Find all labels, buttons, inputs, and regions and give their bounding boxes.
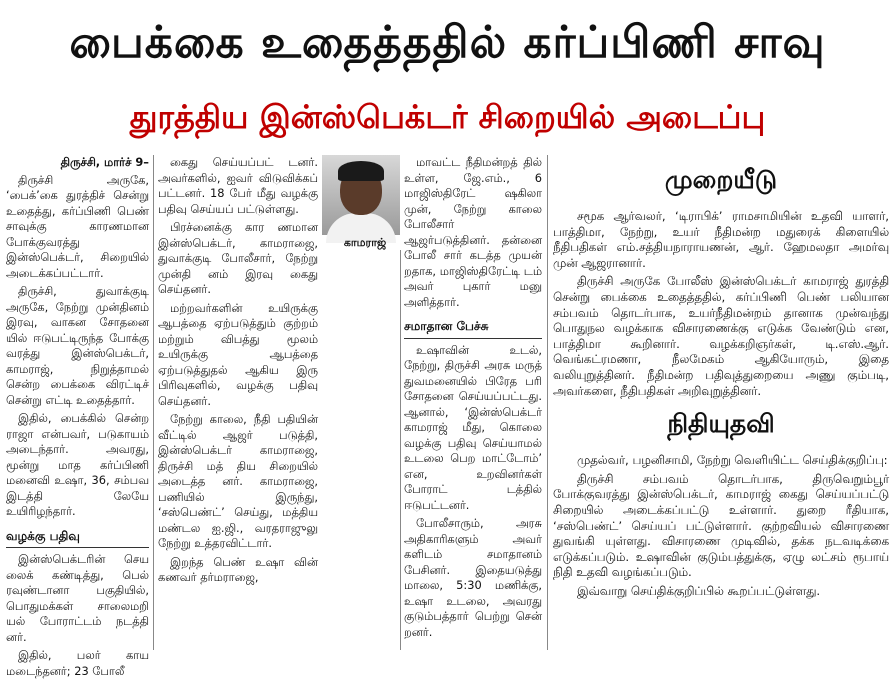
paragraph: இதில், பலர் காய மடைந்தனர்; 23 போலீ xyxy=(6,648,149,678)
paragraph: திருச்சி அருகே, ‘பைக்’கை துரத்திச் சென்று உதைத்து, கர்ப்பிணி பெண் சாவுக்கு காரணமான போக்குவரத்து இன்ஸ்பெக்டர், சிறையில் அடைக்கப்பட்டார். xyxy=(6,172,149,280)
paragraph: போலீசாரும், அரசு அதிகாரிகளும் அவர் களிடம் சமாதானம் பேசினர். இதையடுத்து மாலை, 5:30 மணிக்கு, உஷா உடலை, அவரது குடும்பத்தார் பெற்று சென் றனர். xyxy=(404,516,542,639)
paragraph: இன்ஸ்பெக்டரின் செய லைக் கண்டித்து, பெல் ரவுண்டானா பகுதியில், பொதுமக்கள் சாலைமறி யல் போராட்டம் நடத்தி னர். xyxy=(6,552,149,644)
article-column-3 xyxy=(404,155,542,654)
paragraph: இறந்த பெண் உஷா வின் கணவர் தர்மராஜை, xyxy=(158,554,318,584)
article-column-1 xyxy=(6,155,149,678)
sidebar-column xyxy=(553,155,889,654)
article-column-2 xyxy=(158,155,318,654)
subheadline: துரத்திய இன்ஸ்பெக்டர் சிறையில் அடைப்பு xyxy=(129,98,766,136)
paragraph: மற்றவர்களின் உயிருக்கு ஆபத்தை ஏற்படுத்தும் குற்றம் மற்றும் விபத்து மூலம் உயிருக்கு ஆபத்தை ஏற்படுத்துதல் ஆகிய இரு பிரிவுகளில், வழக்கு பதிவு செய்தனர். xyxy=(158,300,318,408)
paragraph: இதில், பைக்கில் சென்ற ராஜா என்பவர், படுகாயம் அடைந்தார். அவரது, மூன்று மாத கர்ப்பிணி மனைவி உஷா, 36, சம்பவ இடத்தி லேயே உயிரிழந்தார். xyxy=(6,411,149,518)
paragraph: கைது செய்யப்பட் டனர். அவர்களில், ஐவர் விடுவிக்கப் பட்டனர். 18 பேர் மீது வழக்கு பதிவு செய்யப் பட்டுள்ளது. xyxy=(158,155,318,216)
paragraph: சமூக ஆர்வலர், ‘டிராபிக்’ ராமசாமியின் உதவி யாளர், பாத்திமா, நேற்று, உயர் நீதிமன்ற மதுரைக் கிளையில் நீதிபதிகள் எம்.சத்தியநாராயணன், ஆர். ஹேமலதா அமர்வு முன் ஆஜரானார். xyxy=(553,209,889,270)
paragraph: திருச்சி சம்பவம் தொடர்பாக, திருவெறும்பூர் போக்குவரத்து இன்ஸ்பெக்டர், காமராஜ் கைது செய்யப்பட்டு சிறையில் அடைக்கப்பட்டு உள்ளார். துறை ரீதியாக, ‘சஸ்பெண்ட்’ செய்யப் பட்டுள்ளார். குற்றவியல் விசாரணை துவங்கி யுள்ளது. விசாரணை முடிவில், தக்க நடவடிக்கை எடுக்கப்படும். உஷாவின் குடும்பத்துக்கு, ஏழு லட்சம் ரூபாய் நிதி உதவி வழங்கப்படும். xyxy=(553,471,889,580)
column-divider xyxy=(400,250,401,650)
paragraph: திருச்சி, துவாக்குடி அருகே, நேற்று முன்தினம் இரவு, வாகன சோதனை யில் ஈடுபட்டிருந்த போக்கு வரத்து இன்ஸ்பெக்டர், காமராஜ், நிறுத்தாமல் சென்ற பைக்கை விரட்டிச் சென்று எட்டி உதைத்தார். xyxy=(6,284,149,407)
appeal-heading: முறையீடு xyxy=(664,165,778,194)
inspector-photo xyxy=(322,155,400,235)
paragraph: திருச்சி அருகே போலீஸ் இன்ஸ்பெக்டர் காமராஜ் துரத்தி சென்று பைக்கை உதைத்ததில், கர்ப்பிணி பெண் பலியான சம்பவம் தொடர்பாக, உயர்நீதிமன்றம் தானாக முன்வந்து பொதுநல வழக்காக விசாரணைக்கு எடுக்க வேண்டும் என, பாத்திமா கூறினார். வழக்கறிஞர்கள், டி.எஸ்.ஆர். வெங்கட்ரமணா, நீலமேகம் ஆகியோரும், இதை வலியுறுத்தினர். நீதிமன்ற பதிவுத்துறையை அணு கும்படி, அவர்களை, நீதிபதிகள் அறிவுறுத்தினர். xyxy=(553,274,889,398)
photo-caption: காமராஜ் xyxy=(343,236,387,249)
column-divider xyxy=(547,155,548,650)
paragraph: நேற்று காலை, நீதி பதியின் வீட்டில் ஆஜர் படுத்தி, இன்ஸ்பெக்டர் காமராஜை, திருச்சி மத் திய சிறையில் அடைத்த னர். காமராஜை, பணியில் இருந்து, ‘சஸ்பெண்ட்’ செய்து, மத்திய மண்டல ஐ.ஜி., வரதராஜுலு நேற்று உத்தரவிட்டார். xyxy=(158,412,318,550)
paragraph: மாவட்ட நீதிமன்றத் தில் உள்ள, ஜே.எம்., 6 மாஜிஸ்திரேட் ஷகிலா முன், நேற்று காலை போலீசார் ஆஜர்படுத்தினர். தன்னை போலீ சார் கடத்த முயன் றதாக, மாஜிஸ்திரேட்டி டம் அவர் புகார் மனு அளித்தார். xyxy=(404,155,542,309)
paragraph: உஷாவின் உடல், நேற்று, திருச்சி அரசு மருத் துவமனையில் பிரேத பரி சோதனை செய்யப்பட்டது. ஆனால், ‘இன்ஸ்பெக்டர் காமராஜ் மீது, கொலை வழக்கு பதிவு செய்யாமல் உடலை பெற மாட்டோம்’ என, உறவினர்கள் போராட் டத்தில் ஈடுபட்டனர். xyxy=(404,342,542,512)
paragraph: பிரச்னைக்கு கார ணமான இன்ஸ்பெக்டர், காமராஜை, துவாக்குடி போலீசார், நேற்று முன்தி னம் இரவு கைது செய்தனர். xyxy=(158,220,318,296)
dateline: திருச்சி, மார்ச் 9– xyxy=(60,155,149,169)
section-heading-peace-talks: சமாதான பேச்சு xyxy=(404,316,542,339)
headline: பைக்கை உதைத்ததில் கர்ப்பிணி சாவு xyxy=(69,17,826,68)
relief-heading: நிதியுதவி xyxy=(667,409,775,439)
column-divider xyxy=(153,155,154,650)
section-heading-case: வழக்கு பதிவு xyxy=(6,526,149,549)
paragraph: முதல்வர், பழனிசாமி, நேற்று வெளியிட்ட செய்திக்குறிப்பு: xyxy=(577,453,888,468)
paragraph: இவ்வாறு செய்திக்குறிப்பில் கூறப்பட்டுள்ளது. xyxy=(577,583,821,598)
